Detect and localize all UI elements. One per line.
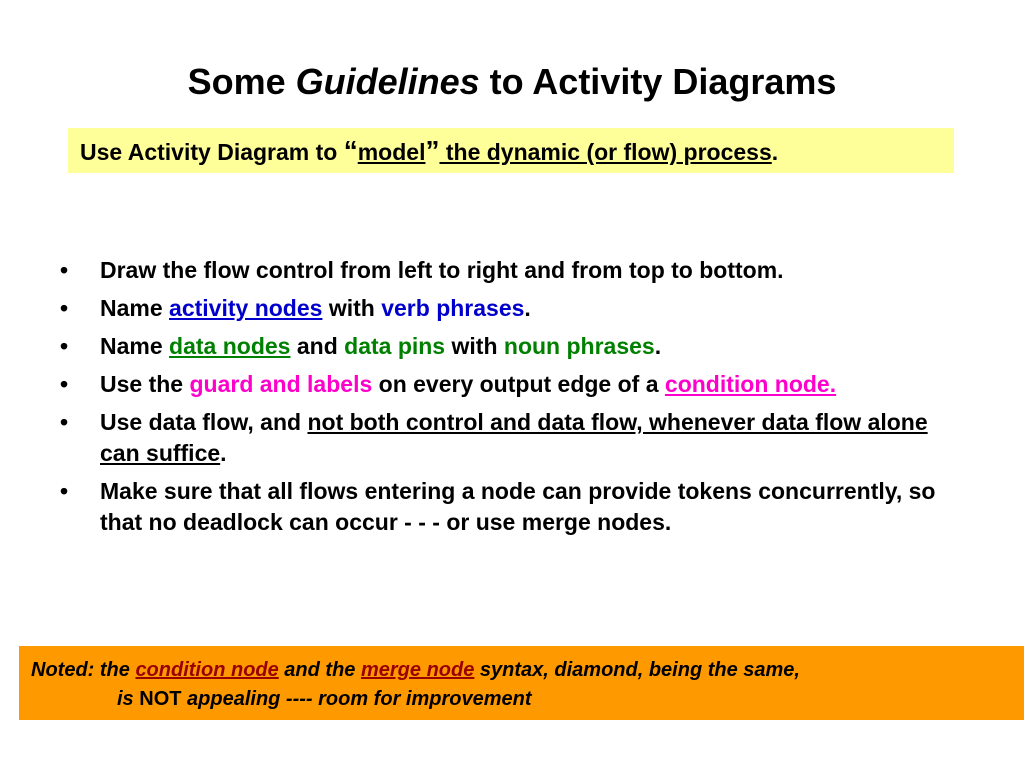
slide-title: [0, 54, 1024, 110]
list-item: [58, 293, 958, 324]
note-line-2: [31, 685, 1024, 714]
note-text: and the: [278, 659, 361, 681]
note-line-1: [31, 656, 1024, 685]
note-text: appealing ---- room for improvement: [181, 688, 532, 710]
condition-node-link[interactable]: condition node.: [664, 371, 837, 397]
subtitle-period: .: [771, 139, 779, 165]
bullet-text: Name: [100, 333, 170, 359]
bullet-text: Make sure that all flows entering a node can provide tokens concurrently, so that no deadlock can occur - - - or use merge nodes.: [100, 478, 936, 535]
subtitle-underlined-rest: the dynamic (or flow) process: [439, 139, 772, 165]
title-text-end: to Activity Diagrams: [479, 61, 837, 102]
noun-phrases-term: noun phrases: [503, 333, 655, 359]
list-item: [58, 331, 958, 362]
note-text: Noted: the: [31, 659, 136, 681]
subtitle-prefix: Use Activity Diagram to: [80, 139, 344, 165]
open-quote: “: [343, 135, 358, 166]
guideline-list: [58, 255, 958, 545]
note-box: [19, 646, 1024, 720]
underlined-phrase: not both control and data flow, whenever data flow alone can suffice: [100, 409, 928, 466]
bullet-icon: •: [60, 257, 69, 283]
subtitle-box: [68, 128, 954, 173]
bullet-text: .: [524, 295, 531, 321]
bullet-text: Use the: [100, 371, 190, 397]
bullet-icon: •: [60, 371, 69, 397]
bullet-text: and: [290, 333, 345, 359]
close-quote: ”: [425, 135, 440, 166]
bullet-icon: •: [60, 478, 69, 504]
bullet-text: on every output edge of a: [372, 371, 665, 397]
verb-phrases-term: verb phrases: [381, 295, 525, 321]
title-italic-word: Guidelines: [295, 61, 480, 102]
activity-nodes-link[interactable]: activity nodes: [169, 295, 323, 321]
list-item: [58, 476, 958, 538]
guard-labels-term: guard and labels: [189, 371, 373, 397]
bullet-text: Draw the flow control from left to right and from top to bottom.: [100, 257, 784, 283]
bullet-icon: •: [60, 333, 69, 359]
bullet-icon: •: [60, 295, 69, 321]
note-condition-node-link[interactable]: condition node: [135, 659, 279, 681]
note-text: is: [117, 688, 140, 710]
bullet-text: with: [445, 333, 504, 359]
list-item: [58, 255, 958, 286]
bullet-text: Use data flow, and: [100, 409, 308, 435]
note-not-word: NOT: [139, 688, 182, 710]
data-nodes-link[interactable]: data nodes: [169, 333, 291, 359]
subtitle-model-word: model: [357, 139, 426, 165]
list-item: [58, 407, 958, 469]
data-pins-term: data pins: [344, 333, 446, 359]
note-text: syntax, diamond, being the same,: [474, 659, 800, 681]
bullet-text: .: [220, 440, 227, 466]
bullet-icon: •: [60, 409, 69, 435]
bullet-text: with: [322, 295, 382, 321]
bullet-text: Name: [100, 295, 170, 321]
list-item: [58, 369, 958, 400]
bullet-text: .: [654, 333, 662, 359]
title-text-start: Some: [187, 61, 296, 102]
note-merge-node-link[interactable]: merge node: [360, 659, 475, 681]
